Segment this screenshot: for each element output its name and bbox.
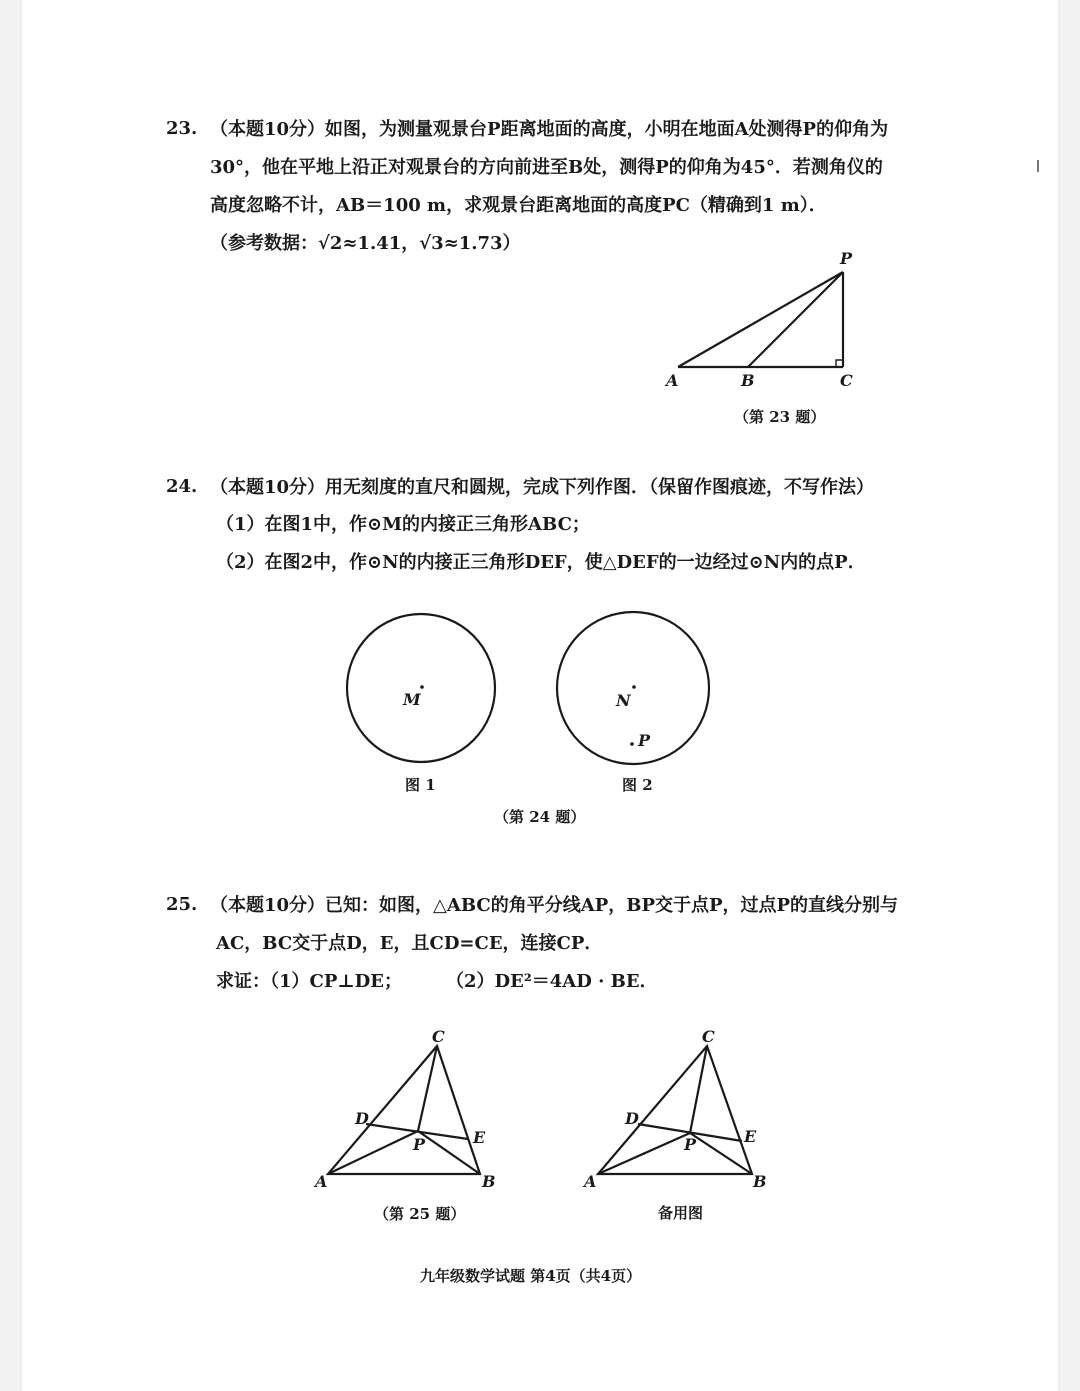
q24-fig2-caption: 图 2 <box>622 776 653 794</box>
q25-spare-label-b: B <box>753 1172 767 1191</box>
q25-segment-ap <box>328 1131 418 1174</box>
page-footer: 九年级数学试题 第4页（共4页） <box>420 1267 642 1285</box>
q24-line-1: （本题10分）用无刻度的直尺和圆规，完成下列作图．（保留作图痕迹，不写作法） <box>210 477 875 498</box>
q25-spare-figure <box>598 1046 752 1174</box>
q25-figure-caption: （第 25 题） <box>374 1205 466 1223</box>
q23-line-2: 30°，他在平地上沿正对观景台的方向前进至B处，测得P的仰角为45°．若测角仪的 <box>210 157 883 178</box>
q25-label-c: C <box>432 1027 445 1046</box>
q25-spare-segment-ap <box>598 1133 690 1174</box>
q25-line-3b: （2）DE²＝4AD · BE． <box>446 971 658 992</box>
q25-spare-label-d: D <box>625 1109 639 1128</box>
q25-number: 25. <box>166 894 198 915</box>
q25-segment-bp <box>418 1131 480 1174</box>
q25-spare-label-c: C <box>702 1027 715 1046</box>
q23-line-4: （参考数据：√2≈1.41，√3≈1.73） <box>210 233 521 254</box>
q23-number: 23. <box>166 118 198 139</box>
q25-spare-caption: 备用图 <box>658 1204 704 1222</box>
q25-spare-segment-cp <box>690 1046 707 1133</box>
q25-line-2: AC，BC交于点D，E，且CD=CE，连接CP． <box>216 933 603 954</box>
q25-spare-label-e: E <box>744 1127 757 1146</box>
q25-spare-triangle <box>598 1046 752 1174</box>
q24-fig1-caption: 图 1 <box>405 776 436 794</box>
q25-main-figure <box>328 1046 480 1174</box>
q25-label-d: D <box>355 1109 369 1128</box>
q25-spare-label-p: P <box>684 1135 697 1154</box>
q24-label-m: M <box>403 690 421 709</box>
q23-label-c: C <box>840 371 853 390</box>
q24-line-3: （2）在图2中，作⊙N的内接正三角形DEF，使△DEF的一边经过⊙N内的点P． <box>216 552 866 573</box>
q24-number: 24. <box>166 476 198 497</box>
q24-label-n: N <box>616 691 631 710</box>
q23-label-b: B <box>741 371 755 390</box>
q25-label-p: P <box>413 1135 426 1154</box>
q23-line-1: （本题10分）如图，为测量观景台P距离地面的高度，小明在地面A处测得P的仰角为 <box>210 119 889 140</box>
q25-label-a: A <box>315 1172 328 1191</box>
q24-label-p: P <box>638 731 651 750</box>
q25-label-b: B <box>482 1172 496 1191</box>
q25-spare-label-a: A <box>584 1172 597 1191</box>
q25-line-1: （本题10分）已知：如图，△ABC的角平分线AP，BP交于点P，过点P的直线分别与 <box>210 895 899 916</box>
q23-label-a: A <box>666 371 679 390</box>
q24-figure-caption: （第 24 题） <box>494 808 586 826</box>
q24-line-2: （1）在图1中，作⊙M的内接正三角形ABC； <box>216 514 590 535</box>
q25-spare-segment-bp <box>690 1133 752 1174</box>
q23-figure-caption: （第 23 题） <box>734 408 826 426</box>
q25-line-3a: 求证：（1）CP⊥DE； <box>216 971 402 992</box>
q23-line-3: 高度忽略不计，AB＝100 m，求观景台距离地面的高度PC（精确到1 m）． <box>210 195 827 216</box>
q25-triangle-abc <box>328 1046 480 1174</box>
q23-label-p: P <box>840 249 853 268</box>
q25-label-e: E <box>473 1128 486 1147</box>
